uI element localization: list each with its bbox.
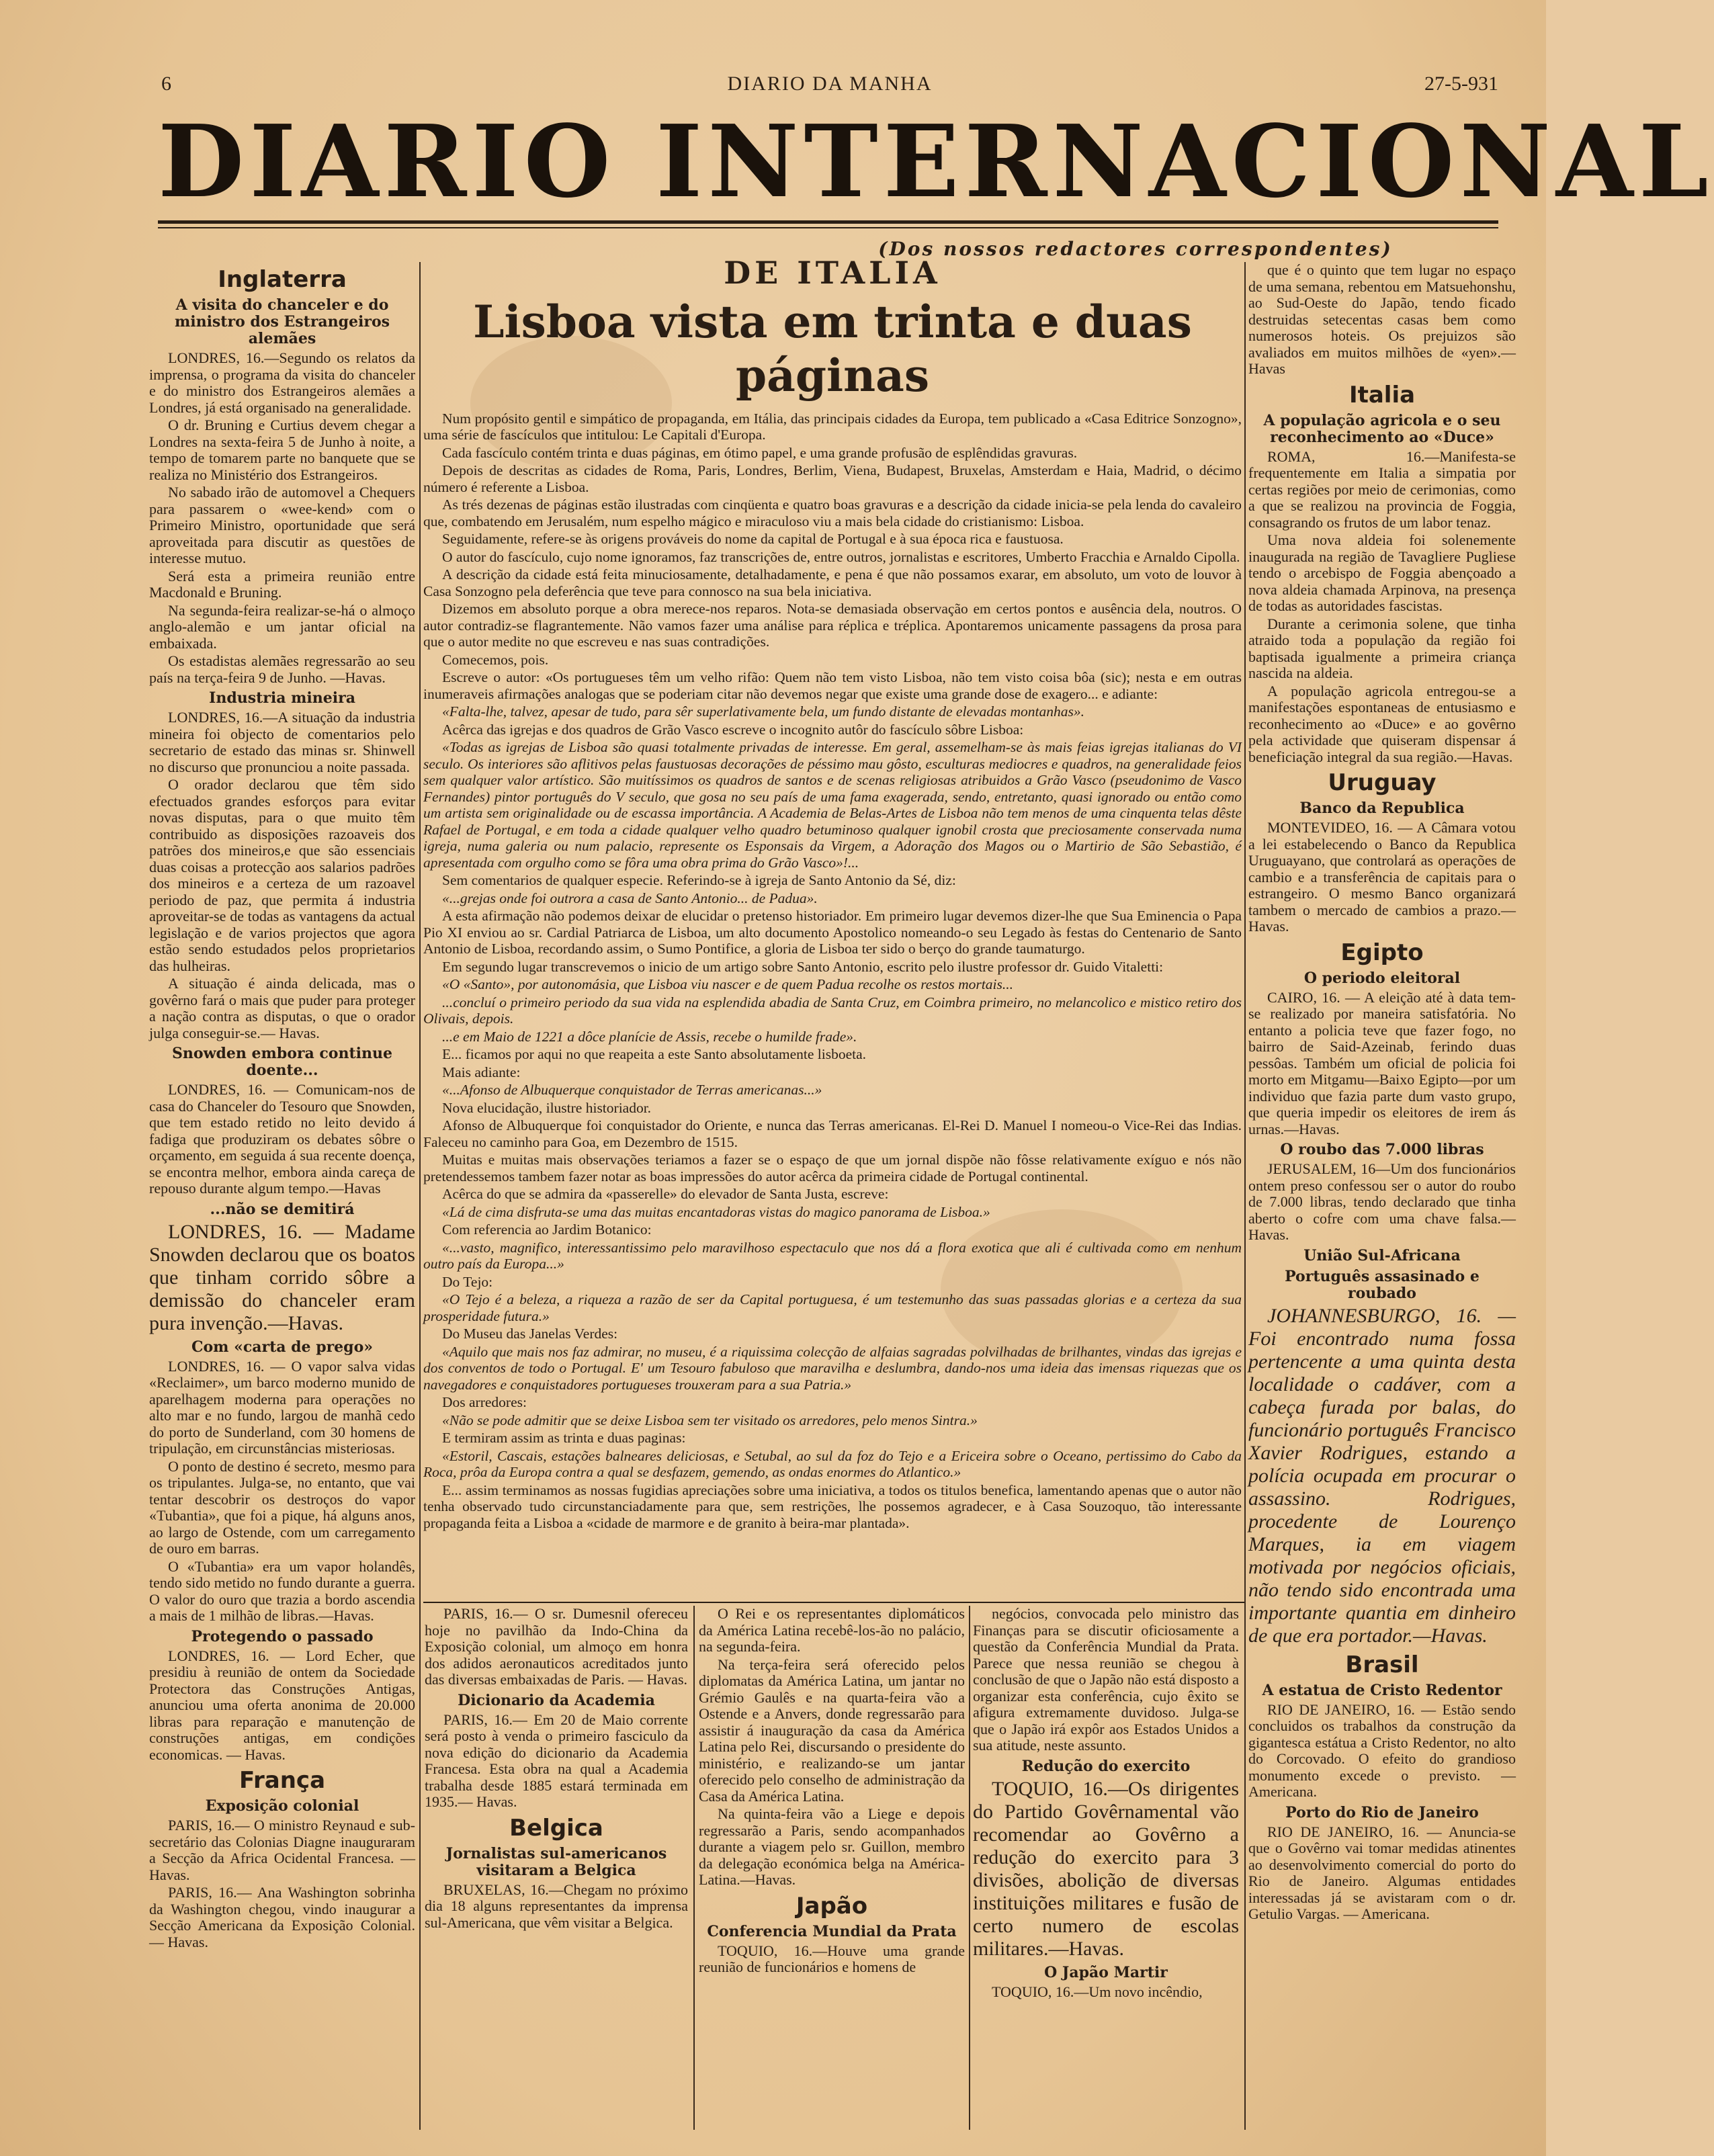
- news-paragraph: CAIRO, 16. — A eleição até à data tem-se realizado por maneira satisfatória. No entanto a policia teve que fazer fogo, no bairro de Said-Azeinab, ferindo duas pessôas. Também um oficial de policia foi morto em Mitgamu—Baixo Egipto—por um individuo que fazia parte dum vasto grupo, que queria impedir os eleitores de irem ás urnas.—Havas.: [1248, 988, 1516, 1137]
- article-paragraph: «...Afonso de Albuquerque conquistador de Terras americanas...»: [442, 1082, 822, 1098]
- article-paragraph: Dos arredores:: [442, 1394, 527, 1410]
- article-paragraph: Seguidamente, refere-se às origens prováveis do nome da capital de Portugal e à sua época rica e faustuosa.: [442, 531, 1064, 547]
- issue-date: 27-5-931: [1424, 73, 1498, 95]
- article-paragraph: Com referencia ao Jardim Botanico:: [442, 1221, 652, 1238]
- news-paragraph: Será esta a primeira reunião entre Macdonald e Bruning.: [149, 567, 415, 601]
- article-paragraph: Escreve o autor: «Os portugueses têm um velho rifão: Quem não tem visto Lisboa, não tem visto coisa bôa (sic); nesta e em outras inumeraveis afirmações analogas que se poderiam citar não devemos negar que existe uma grande dose de exagero... e adiante:: [423, 669, 1242, 702]
- column-rule: [693, 1606, 695, 2130]
- news-headline: ...não se demitirá: [210, 1200, 355, 1218]
- folio-line: [161, 73, 1498, 99]
- news-headline: Protegendo o passado: [191, 1627, 374, 1645]
- article-paragraph: Em segundo lugar transcrevemos o inicio de um artigo sobre Santo Antonio, escrito pelo ilustre professor dr. Guido Vitaletti:: [442, 958, 1164, 975]
- section-heading: Brasil: [1345, 1651, 1419, 1678]
- section-heading: Japão: [796, 1892, 868, 1920]
- paper-name: DIARIO DA MANHA: [727, 73, 933, 95]
- news-paragraph: Na segunda-feira realizar-se-há o almoço anglo-alemão e um jantar oficial na embaixada.: [149, 601, 415, 652]
- news-paragraph: RIO DE JANEIRO, 16. — Estão sendo concluidos os trabalhos da construção da gigantesca estátua a Cristo Redentor, no alto do Corcovado. O efeito do grandioso monumento excede o previsto. — Americana.: [1248, 1700, 1516, 1800]
- news-headline: Conferencia Mundial da Prata: [707, 1922, 957, 1940]
- column-4: [973, 1606, 1239, 2130]
- news-paragraph: PARIS, 16.— Ana Washington sobrinha da Washington chegou, vindo inaugurar a Secção Americana da Exposição Colonial. — Havas.: [149, 1884, 415, 1950]
- article-paragraph: Num propósito gentil e simpático de propaganda, em Itália, das principais cidades da Europa, tem publicado a «Casa Editrice Sonzogno», uma série de fascículos que intitulou: Le Capitali d'Europa.: [423, 410, 1242, 443]
- news-paragraph: Os estadistas alemães regressarão ao seu país na terça-feira 9 de Junho. —Havas.: [149, 652, 415, 686]
- news-headline: Redução do exercito: [1021, 1757, 1191, 1775]
- news-headline: Português assasinado e roubado: [1285, 1267, 1480, 1302]
- section-heading: Inglaterra: [218, 266, 347, 293]
- news-paragraph: LONDRES, 16. — Lord Echer, que presidiu à reunião de ontem da Sociedade Protectora das Construções Antigas, anunciou uma oferta anonima de 20.000 libras para reparação e manutenção de construções antigas, em condições economicas. — Havas.: [149, 1647, 415, 1763]
- article-paragraph: ...concluí o primeiro periodo da sua vida na esplendida abadia de Santa Cruz, em Coimbra primeiro, no melancolico e mistico retiro dos Olivais, depois.: [423, 994, 1242, 1027]
- article-bottom-rule: [423, 1602, 1244, 1603]
- article-paragraph: E... assim terminamos as nossas fugidias apreciações sobre uma iniciativa, a todos os titulos benefica, lamentando apenas que o autor não tenha observado tudo circunstanciadamente para que, sem restrições, lhe possemos agradecer, e à Casa Souzoquo, tão interessante propaganda feita a Lisboa a «cidade de marmore e de granito à beira-mar plantada».: [423, 1481, 1242, 1531]
- article-paragraph: «O Tejo é a beleza, a riqueza a razão de ser da Capital portuguesa, é um testemunho das suas passadas glorias e a certeza da sua prosperidade futura.»: [423, 1291, 1242, 1324]
- article-paragraph: Muitas e muitas mais observações teriamos a fazer se o espaço de que um jornal dispõe não fôsse relativamente exíguo e nós não pretendessemos tambem fazer notar as boas impressões do autor acêrca da primeira cidade de Portugal continental.: [423, 1152, 1242, 1184]
- news-paragraph: TOQUIO, 16.—Um novo incêndio,: [992, 1983, 1203, 2000]
- article-paragraph: As trés dezenas de páginas estão ilustradas com cinqüenta e quatro boas gravuras e a descrição da cidade inicia-se pela lenda do cavaleiro que, combatendo em Jerusalém, num espelho mágico e miraculoso viu a mais bela cidade do cristianismo: Lisboa.: [423, 497, 1242, 529]
- article-paragraph: «...vasto, magnifico, interessantissimo pelo maravilhoso espectaculo que nos dá a flora exotica que ali é cultivada como em nenhum outro país da Europa...»: [423, 1239, 1242, 1272]
- news-paragraph: TOQUIO, 16.—Houve uma grande reunião de funcionários e homens de: [699, 1942, 965, 1975]
- section-heading: Uruguay: [1328, 769, 1437, 796]
- news-paragraph: MONTEVIDEO, 16. — A Câmara votou a lei estabelecendo o Banco da Republica Uruguayano, que controlará as operações de cambio e a transferência de capitais para o estrangeiro. O mesmo Banco organizará tambem o mercado de cambios a prazo.— Havas.: [1248, 819, 1516, 935]
- article-paragraph: «Falta-lhe, talvez, apesar de tudo, para sêr superlativamente bela, um fundo distante de elevadas montanhas».: [442, 703, 1085, 720]
- article-paragraph: Nova elucidação, ilustre historiador.: [442, 1099, 652, 1116]
- masthead-title: DIARIO INTERNACIONAL: [158, 103, 1714, 220]
- news-headline: Porto do Rio de Janeiro: [1285, 1803, 1479, 1821]
- news-headline: Jornalistas sul-americanos visitaram a Belgica: [445, 1844, 667, 1879]
- news-paragraph: PARIS, 16.— O sr. Dumesnil ofereceu hoje no pavilhão da Indo-China da Exposição colonial, um almoço em honra dos adidos aeronauticos acreditados junto das diversas embaixadas de Paris. — Havas.: [425, 1605, 688, 1688]
- news-headline: O periodo eleitoral: [1303, 969, 1461, 987]
- column-2: [425, 1606, 688, 2130]
- news-paragraph: JOHANNESBURGO, 16. —Foi encontrado numa fossa pertencente a uma quinta desta localidade o cadáver, com a cabeça furada por balas, do funcionário português Francisco Xavier Rodrigues, estando a polícia ocupada em procurar o assassino. Rodrigues, procedente de Lourenço Marques, ia em viagem motivada por negócios oficiais, não tendo sido encontrada uma importante quantia em dinheiro de que era portador.—Havas.: [1248, 1304, 1516, 1647]
- article-headline: Lisboa vista em trinta e duas páginas: [473, 295, 1192, 402]
- article-paragraph: «Estoril, Cascais, estações balneares deliciosas, e Setubal, ao sul da foz do Tejo e a Ericeira sobre o Oceano, pertissimo do Cabo da Roca, prôa da Europa contra a qual se desfazem, gemendo, as ondas enormes do Atlantico.»: [423, 1447, 1242, 1480]
- news-paragraph: negócios, convocada pelo ministro das Finanças para se discutir oficiosamente a questão da Conferência Mundial da Prata. Parece que nessa reunião se chegou à conclusão de que o Japão não está disposto a organizar esta conferência, cujo êxito se afigura extremamente duvidoso. Julga-se que o Japão irá expôr aos Estados Unidos a sua atitude, neste assunto.: [973, 1605, 1239, 1754]
- column-5: [1248, 262, 1516, 2130]
- news-paragraph: O orador declarou que têm sido efectuados grandes esforços para evitar novas disputas, para o que muito têm contribuido as disposições razoaveis dos patrões dos mineiros,e que são essenciais duas coisas a protecção aos salarios padrões dos mineiros e a certeza de um razoavel periodo de paz, que permita á industria aproveitar-se de todas as vantagens da actual legislação e de varios projectos que agora estão sendo estudados pelos proprietarios das hulheiras.: [149, 776, 415, 974]
- article-paragraph: «O «Santo», por autonomásia, que Lisboa viu nascer e de quem Padua recolhe os restos mortais...: [442, 976, 1013, 992]
- news-paragraph: Uma nova aldeia foi solenemente inaugurada na região de Tavagliere Pugliese tendo o arcebispo de Foggia abençoado a nova aldeia chamada Arpinova, na presença de todas as autoridades fascistas.: [1248, 531, 1516, 614]
- article-paragraph: «Não se pode admitir que se deixe Lisboa sem ter visitado os arredores, pelo menos Sintra.»: [442, 1412, 978, 1428]
- article-paragraph: «...grejas onde foi outrora a casa de Santo Antonio... de Padua».: [442, 890, 818, 906]
- news-paragraph: Na quinta-feira vão a Liege e depois regressarão a Paris, sendo acompanhados durante a viagem pelo sr. Guillon, membro da delegação económica belga na América-Latina.—Havas.: [699, 1805, 965, 1888]
- page-number: 6: [161, 73, 171, 95]
- news-headline: Industria mineira: [209, 689, 355, 707]
- article-paragraph: E termiram assim as trinta e duas paginas:: [442, 1430, 686, 1446]
- article-paragraph: A esta afirmação não podemos deixar de elucidar o pretenso historiador. Em primeiro lugar devemos dizer-lhe que Sua Eminencia o Papa Pio XI enviou ao sr. Cardial Patriarca de Lisboa, um alto documento Apostolico nomeando-o seu Legado às festas do Centenario de Santo Antonio de Lisboa, recordando assim, o Sumo Pontifice, a gloria de Lisboa ter sido o berço do grande taumaturgo.: [423, 908, 1242, 957]
- news-paragraph: A população agricola entregou-se a manifestações espontaneas de entusiasmo e reconhecimento ao «Duce» e ao govêrno pela actividade que quiseram dispensar á beneficiação integral da sua região.—Havas.: [1248, 682, 1516, 765]
- article-paragraph: Acêrca das igrejas e dos quadros de Grão Vasco escreve o incognito autôr do fascículo sôbre Lisboa:: [442, 721, 1024, 738]
- article-paragraph: Do Museu das Janelas Verdes:: [442, 1326, 618, 1342]
- masthead-rule: [158, 220, 1498, 224]
- news-headline: Snowden embora continue doente...: [172, 1045, 392, 1079]
- section-heading: Italia: [1348, 381, 1416, 408]
- article-paragraph: O autor do fascículo, cujo nome ignoramos, faz transcrições de, entre outros, jornalistas e escritores, Umberto Fracchia e Arnaldo Cipolla.: [442, 548, 1240, 565]
- news-paragraph: LONDRES, 16. — Madame Snowden declarou que os boatos que tinham corrido sôbre a demissão do chanceler eram pura invenção.—Havas.: [149, 1220, 415, 1334]
- news-headline: Dicionario da Academia: [458, 1691, 655, 1709]
- news-headline: O Japão Martir: [1044, 1963, 1168, 1981]
- news-paragraph: Durante a cerimonia solene, que tinha atraido toda a população da região foi baptisada igualmente a primeira criança nascida na aldeia.: [1248, 615, 1516, 681]
- article-paragraph: E... ficamos por aqui no que reapeita a este Santo absolutamente lisboeta.: [442, 1046, 867, 1062]
- article-paragraph: Mais adiante:: [442, 1064, 521, 1080]
- article-paragraph: A descrição da cidade está feita minuciosamente, detalhadamente, e pena é que não possamos exarar, em absoluto, um voto de louvor à Casa Sonzogno pela deferência que teve para connosco na sua bela iniciativa.: [423, 566, 1242, 599]
- news-paragraph: LONDRES, 16. — O vapor salva vidas «Reclaimer», um barco moderno munido de aparelhagem moderna para operações no alto mar e no fundo, largou de manhã cedo do porto de Sunderland, com 30 homens de tripulação, em circunstâncias misteriosas.: [149, 1357, 415, 1457]
- news-paragraph: PARIS, 16.— Em 20 de Maio corrente será posto à venda o primeiro fasciculo da nova edição do dicionario da Academia Francesa. Esta obra na qual a Academia trabalha desde 1885 estará terminada em 1935.— Havas.: [425, 1711, 688, 1810]
- masthead-subtitle: (Dos nossos redactores correspondentes): [878, 238, 1393, 260]
- main-article: [423, 255, 1242, 1599]
- article-paragraph: Acêrca do que se admira da «passerelle» do elevador de Santa Justa, escreve:: [442, 1186, 889, 1202]
- news-paragraph: PARIS, 16.— O ministro Reynaud e sub-secretário das Colonias Diagne inauguraram a Secção da Africa Ocidental Francesa. — Havas.: [149, 1817, 415, 1883]
- news-headline: Banco da Republica: [1299, 800, 1465, 817]
- news-paragraph: O dr. Bruning e Curtius devem chegar a Londres na sexta-feira 5 de Junho à noite, a tempo de tomarem parte no banquete que se realiza no Ministério dos Estrangeiros.: [149, 417, 415, 483]
- news-paragraph: JERUSALEM, 16—Um dos funcionários ontem preso confessou ser o autor do roubo de 7.000 libras, tendo declarado que tinha aberto o cofre com uma chave falsa.—Havas.: [1248, 1160, 1516, 1243]
- news-paragraph: TOQUIO, 16.—Os dirigentes do Partido Govêrnamental vão recomendar ao Govêrno a redução do exercito para 3 divisões, abolição de diversas instituições militares e fusão de certo numero de escolas militares.—Havas.: [973, 1777, 1239, 1960]
- article-paragraph: Sem comentarios de qualquer especie. Referindo-se à igreja de Santo Antonio da Sé, diz:: [442, 872, 956, 888]
- news-headline: União Sul-Africana: [1303, 1246, 1461, 1264]
- article-paragraph: Afonso de Albuquerque foi conquistador do Oriente, e nunca das Terras americanas. El-Rei D. Manuel I nomeou-o Vice-Rei das Indias. Faleceu no caminho para Goa, em Dezembro de 1515.: [423, 1117, 1242, 1150]
- article-paragraph: «Todas as igrejas de Lisboa são quasi totalmente privadas de interesse. Em geral, assemelham-se às mais feias igrejas italianas do VI seculo. Os interiores são aflitivos pelas faustuosas decorações de péssimo mau gôsto, esculturas mediocres e quadros, na generalidade feios sem qualquer valor artístico. São muitíssimos os quadros de santos e de scenas religiosas atribuidos a Grão Vasco (pseudonimo de Vasco Fernandes) pintor português do V seculo, que gosa no seu país de uma fama exagerada, sendo, entretanto, quasi ignorado ou então como um artista sem originalidade ou de escassa importância. A Academia de Belas-Artes de Lisboa não tem menos de uma cinquenta telas dêste Rafael de Portugal, e em toda a cidade qualquer velho quadro betuminoso qualquer ignobil crosta que preciosamente conservada numa igreja, numa galeria ou num palacio, represente os Esponsais da Virgem, a Adoração dos Magos ou o Martirio de São Sebastião, é apresentada com orgulho como se fôra uma obra prima do Grão Vasco»!...: [423, 739, 1242, 871]
- news-paragraph: Na terça-feira será oferecido pelos diplomatas da América Latina, um jantar no Grémio Gaulês e na quarta-feira vão a Ostende e a Anvers, donde regressarão para assistir á inauguração da casa da América Latina pelo Rei, discursando o presidente do ministério, e realizando-se um jantar oferecido pelo conselho de administração da Casa da América Latina.: [699, 1655, 965, 1805]
- article-paragraph: Depois de descritas as cidades de Roma, Paris, Londres, Berlim, Viena, Budapest, Bruxelas, Amsterdam e Haia, Madrid, o décimo número é referente a Lisboa.: [423, 462, 1242, 495]
- news-headline: A estatua de Cristo Redentor: [1262, 1681, 1502, 1699]
- masthead-rule-thin: [158, 227, 1498, 228]
- column-rule: [1244, 262, 1246, 2130]
- news-headline: Com «carta de prego»: [191, 1338, 373, 1356]
- news-paragraph: LONDRES, 16. — Comunicam-nos de casa do Chanceler do Tesouro que Snowden, que tem estado retido no leito devido á fadiga que produziram os debates sôbre o orçamento, em seguida á sua recente doença, se encontra melhor, embora ainda careça de repouso durante algum tempo.—Havas: [149, 1081, 415, 1197]
- news-paragraph: A situação é ainda delicada, mas o govêrno fará o mais que puder para proteger a nação contra as disputas, o que o orador julga conseguir-se.— Havas.: [149, 975, 415, 1041]
- column-rule: [969, 1606, 970, 2130]
- news-paragraph: ROMA, 16.—Manifesta-se frequentemente em Italia a simpatia por certas regiões por meio de cerimonias, como a que se realizou na provincia de Foggia, consagrando os frutos de um labor tenaz.: [1248, 447, 1516, 531]
- news-paragraph: que é o quinto que tem lugar no espaço de uma semana, rebentou em Matsuehonshu, ao Sud-Oeste do Japão, tendo ficado destruidas setecentas casas bem como numerosos hoteis. Os prejuizos são avaliados em muitos milhões de «yen».—Havas: [1248, 261, 1516, 377]
- article-paragraph: Do Tejo:: [442, 1273, 493, 1290]
- news-headline: A população agricola e o seu reconhecimento ao «Duce»: [1263, 411, 1501, 446]
- column-rule: [419, 262, 421, 2130]
- article-paragraph: Comecemos, pois.: [442, 651, 549, 668]
- article-paragraph: ...e em Maio de 1221 a dôce planície de Assis, recebe o humilde frade».: [442, 1028, 857, 1045]
- news-headline: A visita do chanceler e do ministro dos Estrangeiros alemães: [174, 296, 390, 347]
- news-headline: O roubo das 7.000 libras: [1280, 1141, 1484, 1158]
- news-paragraph: No sabado irão de automovel a Chequers para passarem o «wee-kend» com o Primeiro Ministro, oportunidade que será aproveitada para discutir as questões de interesse mutuo.: [149, 484, 415, 566]
- section-heading: França: [239, 1767, 326, 1794]
- news-paragraph: O ponto de destino é secreto, mesmo para os tripulantes. Julga-se, no entanto, que vai tentar descobrir os destroços do vapor «Tubantia», que foi a pique, há alguns anos, ao largo de Ostende, com um carregamento de ouro em barras.: [149, 1457, 415, 1557]
- article-paragraph: «Aquilo que mais nos faz admirar, no museu, é a riquissima colecção de alfaias sagradas polvilhadas de brilhantes, vindas das igrejas e dos conventos de todo o Portugal. E' um Tesouro fabuloso que maravilha e deslumbra, dando-nos uma ideia das imensas riquezas que os navegadores e conquistadores portugueses trouxeram para a sua Patria.»: [423, 1343, 1242, 1393]
- news-paragraph: BRUXELAS, 16.—Chegam no próximo dia 18 alguns representantes da imprensa sul-Americana, que vêm visitar a Belgica.: [425, 1881, 688, 1931]
- section-heading: Egipto: [1340, 939, 1424, 966]
- news-paragraph: RIO DE JANEIRO, 16. — Anuncia-se que o Govêrno vai tomar medidas atinentes ao desenvolvimento comercial do porto do Rio de Janeiro. Algumas entidades interessadas já se avistaram com o dr. Getulio Vargas. — Americana.: [1248, 1823, 1516, 1922]
- section-heading: Belgica: [509, 1814, 603, 1842]
- column-1: [149, 262, 415, 2130]
- article-paragraph: Cada fascículo contém trinta e duas páginas, em ótimo papel, e uma grande profusão de esplêndidas gravuras.: [442, 444, 1078, 461]
- news-paragraph: O Rei e os representantes diplomáticos da América Latina recebê-los-ão no palácio, na segunda-feira.: [699, 1605, 965, 1655]
- article-paragraph: Dizemos em absoluto porque a obra merece-nos reparos. Nota-se demasiada observação em certos pontos e ausência dela, noutros. O autor contradiz-se flagrantemente. Não vamos fazer uma análise para réplica e tréplica. Apontaremos unicamente passagens da prosa para que o autor medite no que escreveu e nas suas contradições.: [423, 601, 1242, 650]
- article-kicker: DE ITALIA: [724, 255, 941, 291]
- column-3: [699, 1606, 965, 2130]
- news-headline: Exposição colonial: [205, 1797, 359, 1815]
- news-paragraph: LONDRES, 16.—Segundo os relatos da imprensa, o programa da visita do chanceler e do ministro dos Estrangeiros alemães a Londres, já está organisado na generalidade.: [149, 349, 415, 416]
- news-paragraph: LONDRES, 16.—A situação da industria mineira foi objecto de comentarios pelo secretario de estado das minas sr. Shinwell no discurso que pronunciou a noite passada.: [149, 709, 415, 775]
- news-paragraph: O «Tubantia» era um vapor holandês, tendo sido metido no fundo durante a guerra. O valor do ouro que trazia a bordo ascendia a mais de 1 milhão de libras.—Havas.: [149, 1557, 415, 1624]
- article-paragraph: «Lá de cima disfruta-se uma das muitas encantadoras vistas do magico panorama de Lisboa.»: [442, 1203, 990, 1220]
